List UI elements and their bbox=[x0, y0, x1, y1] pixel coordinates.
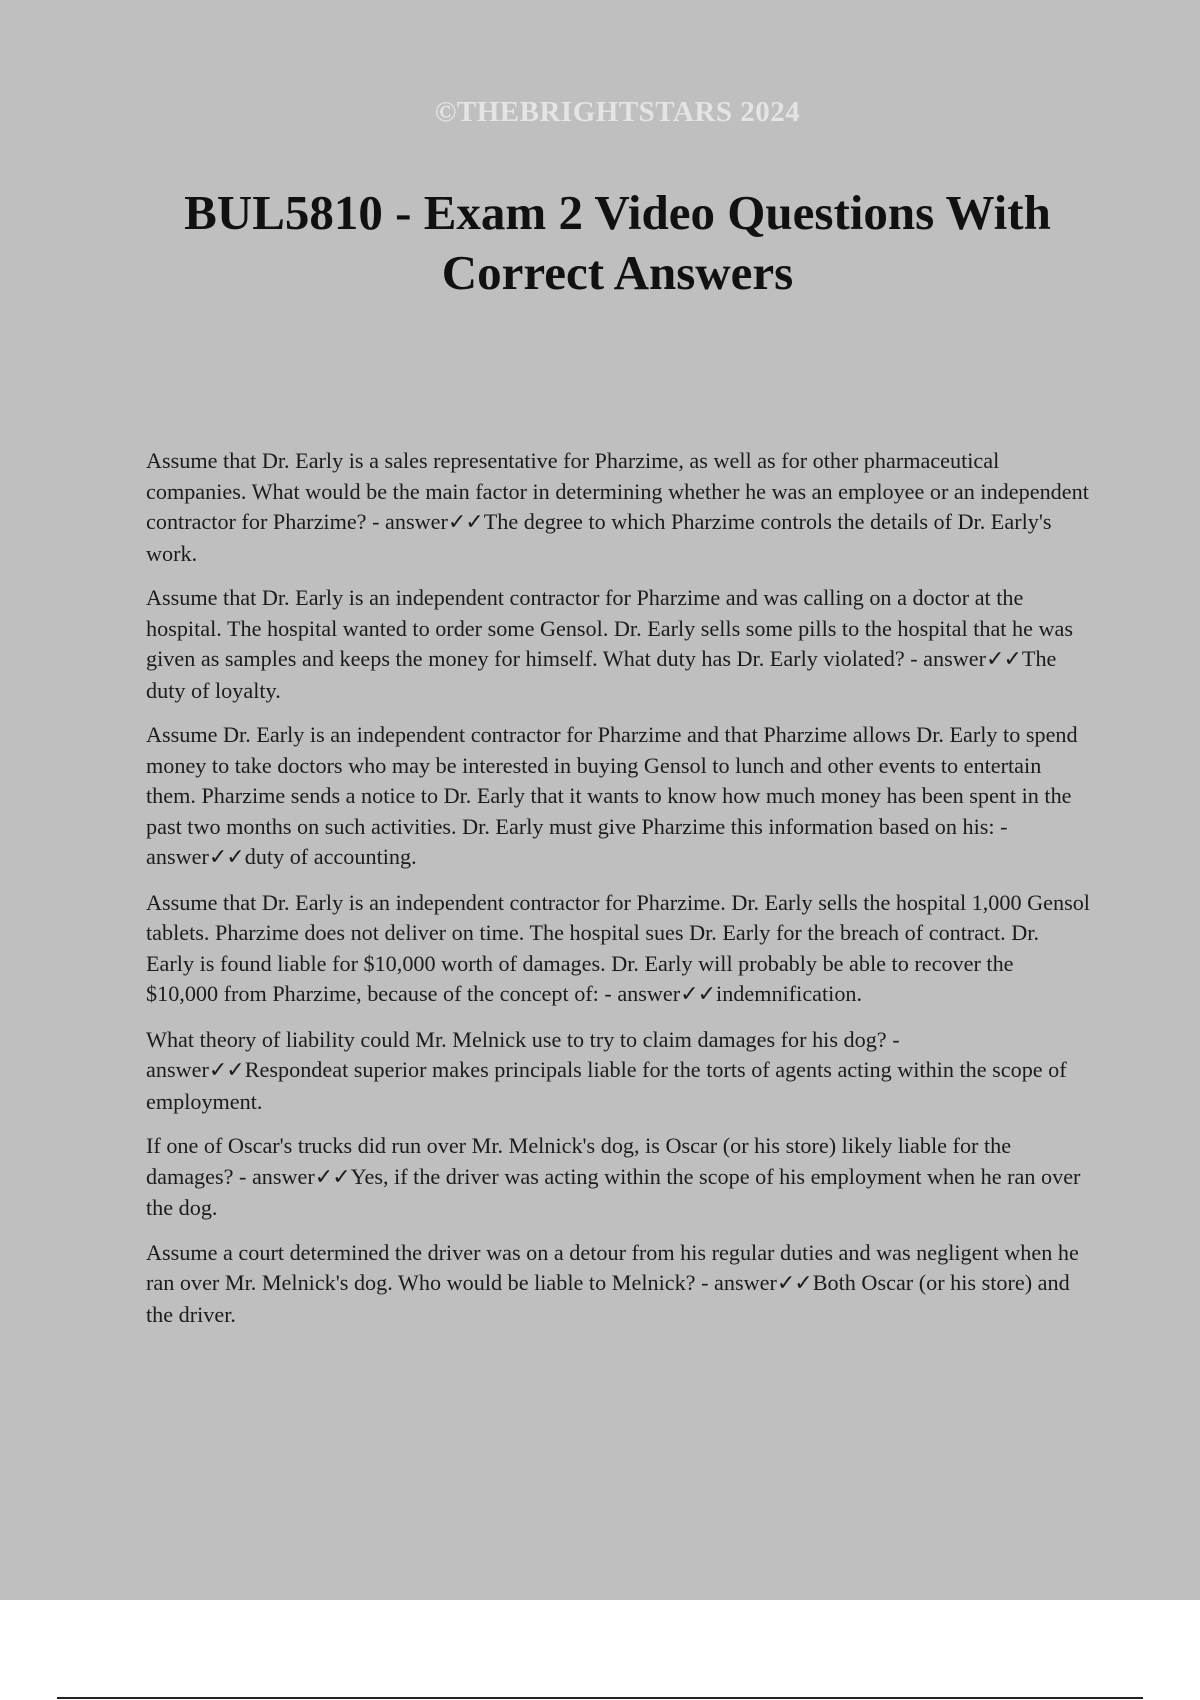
double-check-icon: ✓✓ bbox=[208, 845, 244, 870]
double-check-icon: ✓✓ bbox=[447, 510, 483, 535]
answer-text: Both Oscar (or his store) and the driver. bbox=[146, 1270, 1070, 1327]
answer-text: indemnification. bbox=[716, 981, 863, 1006]
answer-text: The degree to which Pharzime controls the details of Dr. Early's work. bbox=[146, 509, 1052, 566]
answer-text: The duty of loyalty. bbox=[146, 646, 1057, 703]
qa-item bbox=[146, 888, 1091, 1011]
question-text: Assume a court determined the driver was on a detour from his regular duties and was negligent when he ran over Mr. Melnick's dog. Who would be liable to Melnick? - answer bbox=[146, 1239, 1079, 1295]
answer-text: duty of accounting. bbox=[244, 844, 417, 869]
qa-item bbox=[146, 446, 1091, 569]
answer-text: Yes, if the driver was acting within the scope of his employment when he ran over the dog. bbox=[146, 1163, 1081, 1220]
page-title: BUL5810 - Exam 2 Video Questions With Correct Answers bbox=[184, 185, 1051, 300]
qa-item bbox=[146, 1131, 1091, 1224]
qa-item bbox=[146, 583, 1091, 706]
question-text: Assume that Dr. Early is a sales representative for Pharzime, as well as for other pharmaceutical companies. What would be the main factor in determining whether he was an employee or an independent contractor for Pharzime? - answer bbox=[146, 448, 1089, 534]
qa-item bbox=[146, 720, 1091, 874]
double-check-icon: ✓✓ bbox=[314, 1164, 350, 1190]
qa-item bbox=[146, 1238, 1091, 1331]
double-check-icon: ✓✓ bbox=[986, 647, 1021, 672]
double-check-icon: ✓✓ bbox=[208, 1058, 244, 1083]
question-text: Assume that Dr. Early is an independent contractor for Pharzime. Dr. Early sells the hospital 1,000 Gensol tablets. Pharzime does not deliver on time. The hospital sues Dr. Early for the breach of contract. Dr. Early is found liable for $10,000 worth of damages. Dr. Early will probably be able to recover the $10,000 from Pharzime, because of the concept of: - answer bbox=[146, 889, 1090, 1006]
question-text: Assume Dr. Early is an independent contractor for Pharzime and that Pharzime allows Dr. Early to spend money to take doctors who may be interested in buying Gensol to lunch and other events to entertain them. Pharzime sends a notice to Dr. Early that it wants to know how much money has been spent in the past two months on such activities. Dr. Early must give Pharzime this information based on his: - answer bbox=[146, 722, 1078, 869]
question-text: What theory of liability could Mr. Melnick use to try to claim damages for his dog? - answer bbox=[146, 1026, 900, 1082]
answer-text: Respondeat superior makes principals liable for the torts of agents acting within the scope of employment. bbox=[146, 1057, 1067, 1114]
watermark: ©THEBRIGHTSTARS 2024 bbox=[434, 96, 801, 128]
double-check-icon: ✓✓ bbox=[776, 1271, 812, 1296]
question-text: Assume that Dr. Early is an independent contractor for Pharzime and was calling on a doctor at the hospital. The hospital wanted to order some Gensol. Dr. Early sells some pills to the hospital that he was given as samples and keeps the money for himself. What duty has Dr. Early violated? - answer bbox=[146, 585, 1073, 671]
qa-item bbox=[146, 1025, 1091, 1118]
question-text: If one of Oscar's trucks did run over Mr. Melnick's dog, is Oscar (or his store) likely liable for the damages? - answer bbox=[146, 1133, 1012, 1189]
double-check-icon: ✓✓ bbox=[680, 982, 716, 1007]
footer-divider bbox=[57, 1697, 1143, 1699]
qa-list bbox=[146, 446, 1091, 1344]
